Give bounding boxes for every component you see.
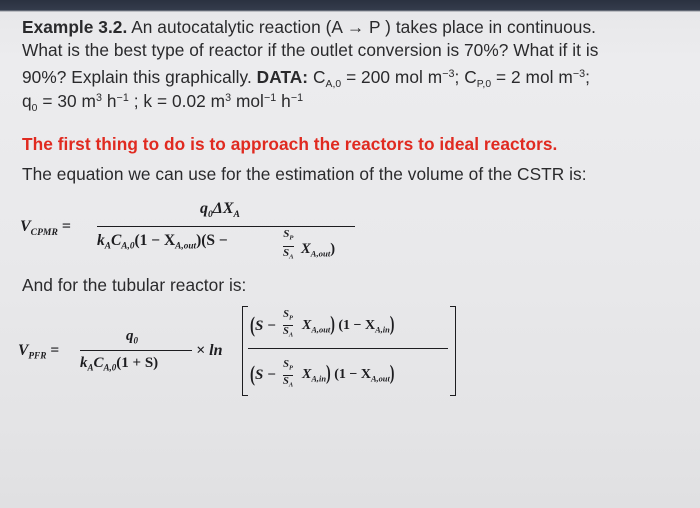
left-bracket [242, 306, 248, 396]
cstr-intro: The equation we can use for the estimation of the volume of the CSTR is: [22, 164, 587, 184]
pfr-denominator: $k_AC_{A,0}(1 + S)$ [80, 355, 159, 373]
pfr-numerator: $q_0$ [126, 328, 138, 346]
cstr-fraction-bar [97, 226, 355, 227]
separator: ; [454, 66, 460, 87]
k-value: ; k = 0.02 $m^3$ mol$^{-1}$ $h^{-1}$ [133, 90, 304, 111]
ln-fraction-bar [248, 348, 448, 349]
cstr-lhs: $V_{CPMR}$ = [20, 218, 71, 238]
data-label: DATA: [256, 66, 309, 87]
example-line-1-text: An autocatalytic reaction (A → P ) takes place in continuous. [131, 17, 596, 37]
top-sp-sa-fraction: $S_P$ $S_A$ [283, 309, 294, 339]
cp0-value: $C_{P,0} = 2$ mol $m^{-3}$; [464, 66, 590, 91]
pfr-intro: And for the tubular reactor is: [22, 275, 247, 295]
example-line-4 [22, 87, 303, 120]
ln-denominator-rest: $X_{A,in}$) $(1 - X_{A,out})$ [302, 363, 395, 386]
q0-value: $q_0 = 30$ $m^3$ $h^{-1}$ [22, 90, 129, 115]
cstr-denominator-end: $X_{A,out}$) [301, 241, 336, 259]
ln-numerator: (S − [250, 313, 277, 338]
red-statement: The first thing to do is to approach the reactors to ideal reactors. [22, 134, 558, 154]
pfr-fraction-bar [80, 350, 192, 351]
ln-numerator-rest: $X_{A,out}$) $(1 - X_{A,in})$ [302, 314, 395, 337]
right-bracket [450, 306, 456, 396]
example-line-3-text: 90%? Explain this graphically. [22, 66, 252, 87]
example-heading: Example 3.2. [22, 17, 128, 37]
ca0-value: $C_{A,0} = 200$ mol $m^{-3}$ [312, 66, 455, 91]
cstr-sp-sa-fraction: $S_P$ $S_A$ [283, 228, 294, 263]
cstr-numerator: $q_0\Delta X_A$ [200, 200, 240, 220]
pfr-lhs: $V_{PFR}$ = [18, 342, 60, 362]
ln-denominator: (S − [250, 362, 277, 387]
bottom-sp-sa-fraction: $S_P$ $S_A$ [283, 359, 294, 389]
cstr-denominator: $k_AC_{A,0}(1 - X_{A,out})(S$ − [97, 232, 228, 252]
times-ln: × ln [196, 342, 223, 359]
example-line-2: What is the best type of reactor if the outlet conversion is 70%? What if it is [22, 40, 599, 60]
example-line-1 [22, 16, 596, 38]
